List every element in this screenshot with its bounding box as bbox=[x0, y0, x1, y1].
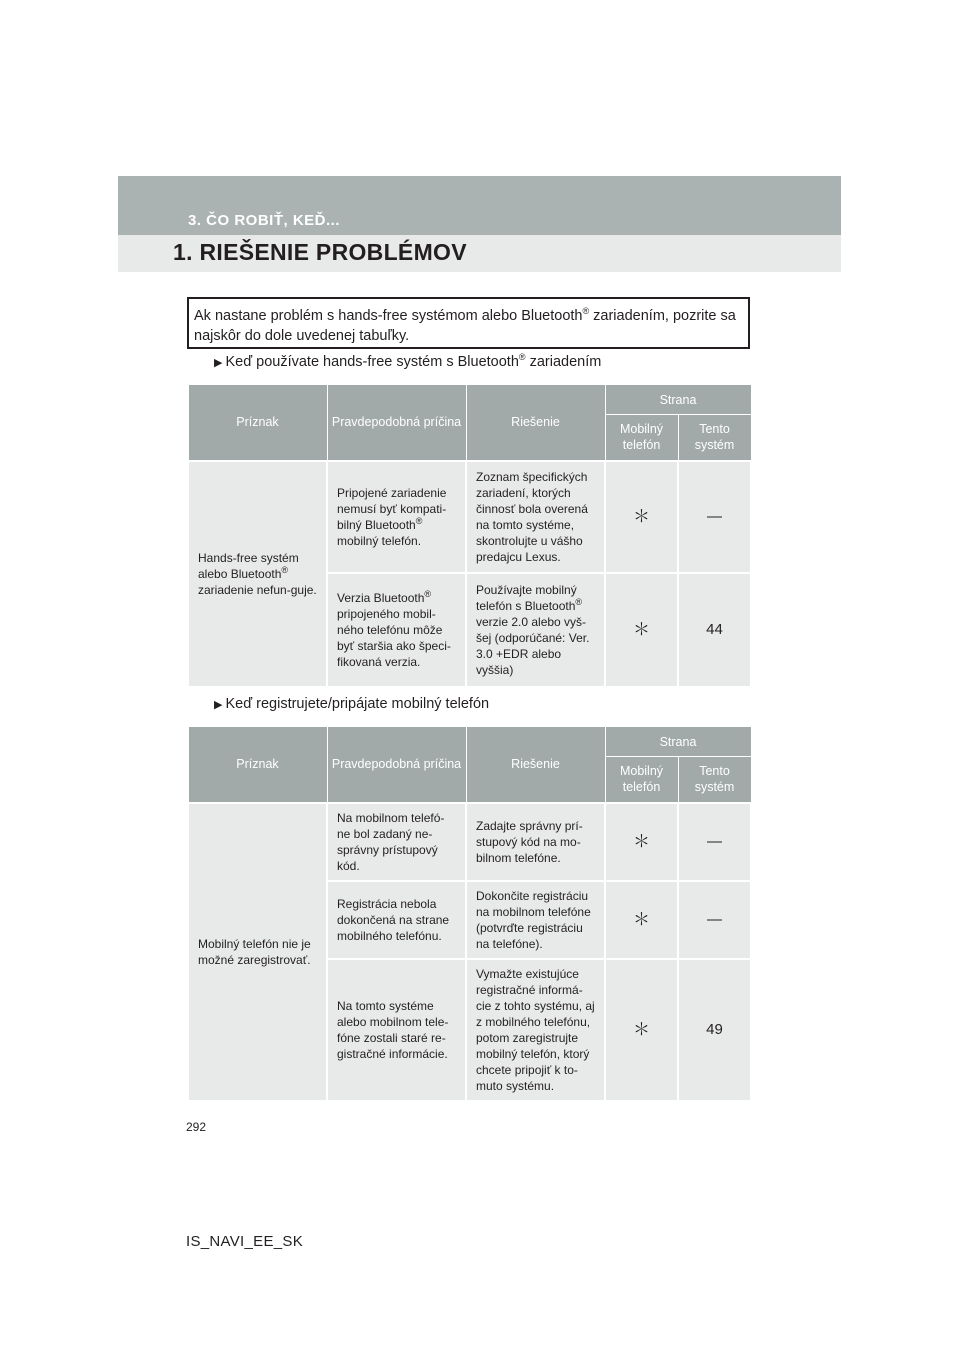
arrow-right-icon: ▶ bbox=[214, 699, 223, 711]
system-page-cell: 44 bbox=[678, 573, 751, 687]
bluetooth-trouble-table bbox=[187, 384, 752, 688]
intro-box bbox=[187, 297, 750, 349]
table-row bbox=[188, 461, 751, 573]
system-page-cell: — bbox=[678, 881, 751, 959]
intro-text-part: zariadením, pozrite sa najskôr do dole uvedenej tabuľky. bbox=[194, 308, 736, 344]
header-band bbox=[118, 176, 841, 272]
system-page-cell: 49 bbox=[678, 959, 751, 1101]
registration-trouble-table bbox=[187, 726, 752, 1102]
page-number: 292 bbox=[186, 1120, 207, 1134]
solution-cell: Vymažte existujúce registračné informá-cie z tohto systému, aj z mobilného telefónu, potom zaregistrujte mobilný telefón, ktorý chcete pripojiť k to-muto systému. bbox=[466, 959, 605, 1101]
section2-heading bbox=[214, 696, 489, 712]
cause-cell: Registrácia nebola dokončená na strane mobilného telefónu. bbox=[327, 881, 466, 959]
column-header-system: Tento systém bbox=[678, 415, 751, 461]
registered-mark: ® bbox=[575, 596, 583, 607]
column-header-page: Strana bbox=[605, 385, 751, 415]
cause-cell bbox=[327, 461, 466, 573]
column-header-solution: Riešenie bbox=[466, 727, 605, 803]
solution-text: Zoznam špecifických zariadení, ktorých činnosť bola overená na tomto systéme, skontrolujte u vášho predajcu Lexus. bbox=[476, 469, 588, 564]
column-header-solution: Riešenie bbox=[466, 385, 605, 461]
column-header-cause: Pravdepodobná príčina bbox=[327, 727, 466, 803]
mobile-page-cell: ＊ bbox=[605, 573, 678, 687]
cause-cell: Na tomto systéme alebo mobilnom tele-fóne zostali staré re-gistračné informácie. bbox=[327, 959, 466, 1101]
cause-text: Pripojené zariadenie nemusí byť kompati-bilný Bluetooth bbox=[337, 485, 447, 532]
registered-mark: ® bbox=[582, 306, 590, 317]
document-code: IS_NAVI_EE_SK bbox=[186, 1233, 304, 1250]
page-title: 1. RIEŠENIE PROBLÉMOV bbox=[173, 239, 467, 265]
section1-heading bbox=[214, 354, 601, 370]
arrow-right-icon: ▶ bbox=[214, 357, 223, 369]
intro-text bbox=[189, 299, 748, 346]
mobile-page-cell: ＊ bbox=[605, 881, 678, 959]
section1-title-end: zariadením bbox=[525, 354, 602, 370]
symptom-text: Hands-free systém alebo Bluetooth bbox=[198, 550, 299, 581]
cause-text: Verzia Bluetooth bbox=[337, 590, 425, 605]
section1-title: Keď používate hands-free systém s Bluetooth bbox=[225, 354, 519, 370]
cause-text-end: mobilný telefón. bbox=[337, 533, 422, 548]
symptom-text-end: zariadenie nefun-guje. bbox=[198, 582, 317, 597]
system-page-cell: — bbox=[678, 461, 751, 573]
registered-mark: ® bbox=[415, 515, 423, 526]
column-header-page: Strana bbox=[605, 727, 751, 757]
section2-title: Keď registrujete/pripájate mobilný telefón bbox=[225, 696, 490, 712]
system-page-cell: — bbox=[678, 803, 751, 881]
intro-text-part: Ak nastane problém s hands-free systémom alebo Bluetooth bbox=[194, 308, 583, 324]
solution-cell: Zadajte správny prí-stupový kód na mo-bilnom telefóne. bbox=[466, 803, 605, 881]
cause-cell: Na mobilnom telefó-ne bol zadaný ne-správny prístupový kód. bbox=[327, 803, 466, 881]
column-header-mobile: Mobilný telefón bbox=[605, 415, 678, 461]
mobile-page-cell: ＊ bbox=[605, 461, 678, 573]
column-header-symptom: Príznak bbox=[188, 385, 327, 461]
registered-mark: ® bbox=[424, 588, 432, 599]
solution-text: Používajte mobilný telefón s Bluetooth bbox=[476, 582, 577, 613]
mobile-page-cell: ＊ bbox=[605, 959, 678, 1101]
solution-cell: Dokončite registráciu na mobilnom telefóne (potvrďte registráciu na telefóne). bbox=[466, 881, 605, 959]
column-header-system: Tento systém bbox=[678, 757, 751, 803]
table-row bbox=[188, 803, 751, 881]
solution-cell bbox=[466, 573, 605, 687]
column-header-mobile: Mobilný telefón bbox=[605, 757, 678, 803]
mobile-page-cell: ＊ bbox=[605, 803, 678, 881]
cause-text-end: pripojeného mobil-ného telefónu môže byť staršia ako špeci-fikovaná verzia. bbox=[337, 606, 451, 669]
cause-cell bbox=[327, 573, 466, 687]
symptom-cell: Mobilný telefón nie je možné zaregistrovať. bbox=[188, 803, 327, 1101]
solution-text-end: verzie 2.0 alebo vyš-šej (odporúčané: Ver. 3.0 +EDR alebo vyššia) bbox=[476, 614, 590, 677]
solution-cell bbox=[466, 461, 605, 573]
column-header-cause: Pravdepodobná príčina bbox=[327, 385, 466, 461]
title-band bbox=[118, 235, 841, 272]
section-label: 3. ČO ROBIŤ, KEĎ... bbox=[188, 212, 341, 229]
registered-mark: ® bbox=[518, 352, 526, 363]
registered-mark: ® bbox=[281, 564, 289, 575]
symptom-cell bbox=[188, 461, 327, 687]
column-header-symptom: Príznak bbox=[188, 727, 327, 803]
